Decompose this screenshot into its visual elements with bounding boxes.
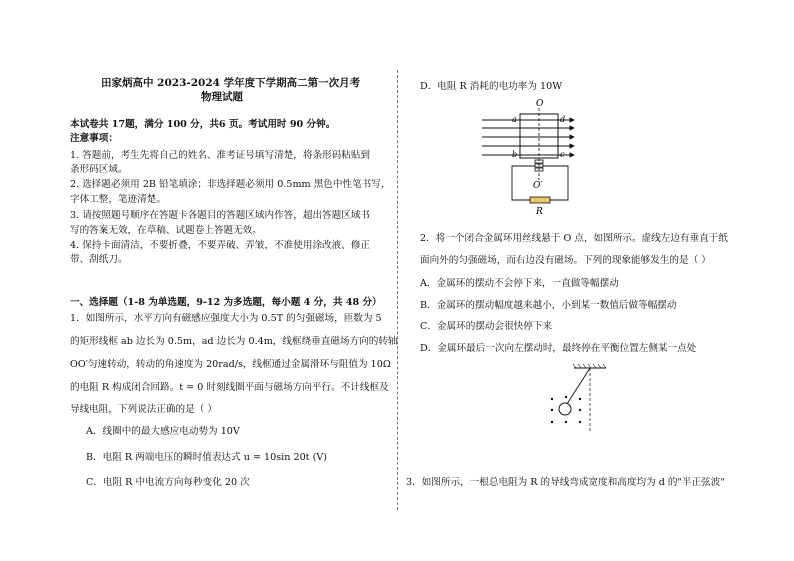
column-divider — [397, 70, 398, 510]
figure-rotating-coil — [480, 100, 600, 220]
q2-option-a: A．金属环的摆动不会停下来，一直做等幅摆动 — [420, 278, 619, 289]
q2-option-c: C．金属环的摆动会很快停下来 — [420, 321, 553, 332]
exam-subtitle: 物理试题 — [201, 91, 243, 103]
exam-info: 本试卷共 17题，满分 100 分，共6 页。考试用时 90 分钟。 — [70, 119, 336, 130]
q1-option-d: D．电阻 R 消耗的电功率为 10W — [420, 81, 563, 92]
figure-pendulum-ring — [540, 362, 610, 442]
label-b: b — [512, 150, 518, 159]
q2-option-b: B．金属环的摆动幅度越来越小，小到某一数值后做等幅摆动 — [420, 300, 677, 311]
note-line: 2. 选择题必须用 2B 铅笔填涂；非选择题必须用 0.5mm 黑色中性笔书写， — [70, 179, 391, 190]
note-line: 1. 答题前，考生先将自己的姓名、准考证号填写清楚，将条形码粘贴到 — [70, 150, 371, 161]
note-line: 字体工整，笔迹清楚。 — [70, 194, 166, 205]
note-line: 4. 保持卡面清洁，不要折叠，不要弄破、弄皱，不准使用涂改液、修正 — [70, 240, 371, 251]
q1-line: OO′匀速转动，转动的角速度为 20rad/s，线框通过金属滑环与阻值为 10Ω — [70, 359, 391, 370]
q1-option-c: C．电阻 R 中电流方向每秒变化 20 次 — [86, 477, 250, 488]
label-c: c — [560, 150, 565, 159]
q2-line: 2．将一个闭合金属环用丝线悬于 O 点，如图所示。虚线左边有垂直于纸 — [420, 233, 728, 244]
notes-heading: 注意事项： — [70, 133, 118, 144]
label-d: d — [560, 115, 566, 124]
label-O: O — [536, 99, 544, 109]
q1-line: 1．如图所示，水平方向有磁感应强度大小为 0.5T 的匀强磁场，匝数为 5 — [70, 313, 382, 324]
note-line: 条形码区域。 — [70, 164, 128, 175]
note-line: 写的答案无效，在草稿、试题卷上答题无效。 — [70, 225, 262, 236]
note-line: 带、刮纸刀。 — [70, 254, 128, 265]
q3-text: 3．如图所示，一根总电阻为 R 的导线弯成宽度和高度均为 d 的"半正弦波" — [406, 477, 725, 488]
label-O-prime: O′ — [533, 181, 543, 191]
section-heading: 一、选择题（1-8 为单选题，9-12 为多选题，每小题 4 分，共 48 分） — [70, 297, 382, 308]
q1-line: 导线电阻，下列说法正确的是（ ） — [70, 404, 217, 415]
q2-line: 面向外的匀强磁场，而右边没有磁场。下列的现象能够发生的是（ ） — [420, 255, 711, 266]
q2-option-d: D．金属环最后一次向左摆动时，最终停在平衡位置左侧某一点处 — [420, 343, 697, 354]
label-a: a — [512, 115, 517, 124]
q1-option-a: A．线圈中的最大感应电动势为 10V — [86, 426, 240, 437]
label-R: R — [536, 207, 543, 217]
q1-line: 的电阻 R 构成闭合回路。t = 0 时刻线圈平面与磁场方向平行。不计线框及 — [70, 382, 389, 393]
q1-option-b: B．电阻 R 两端电压的瞬时值表达式 u = 10sin 20t (V) — [86, 452, 328, 463]
q1-line: 的矩形线框 ab 边长为 0.5m，ad 边长为 0.4m，线框绕垂直磁场方向的转轴 — [70, 336, 398, 347]
exam-title: 田家炳高中 2023-2024 学年度下学期高二第一次月考 — [101, 77, 361, 89]
note-line: 3. 请按照题号顺序在答题卡各题目的答题区域内作答，超出答题区域书 — [70, 210, 371, 221]
